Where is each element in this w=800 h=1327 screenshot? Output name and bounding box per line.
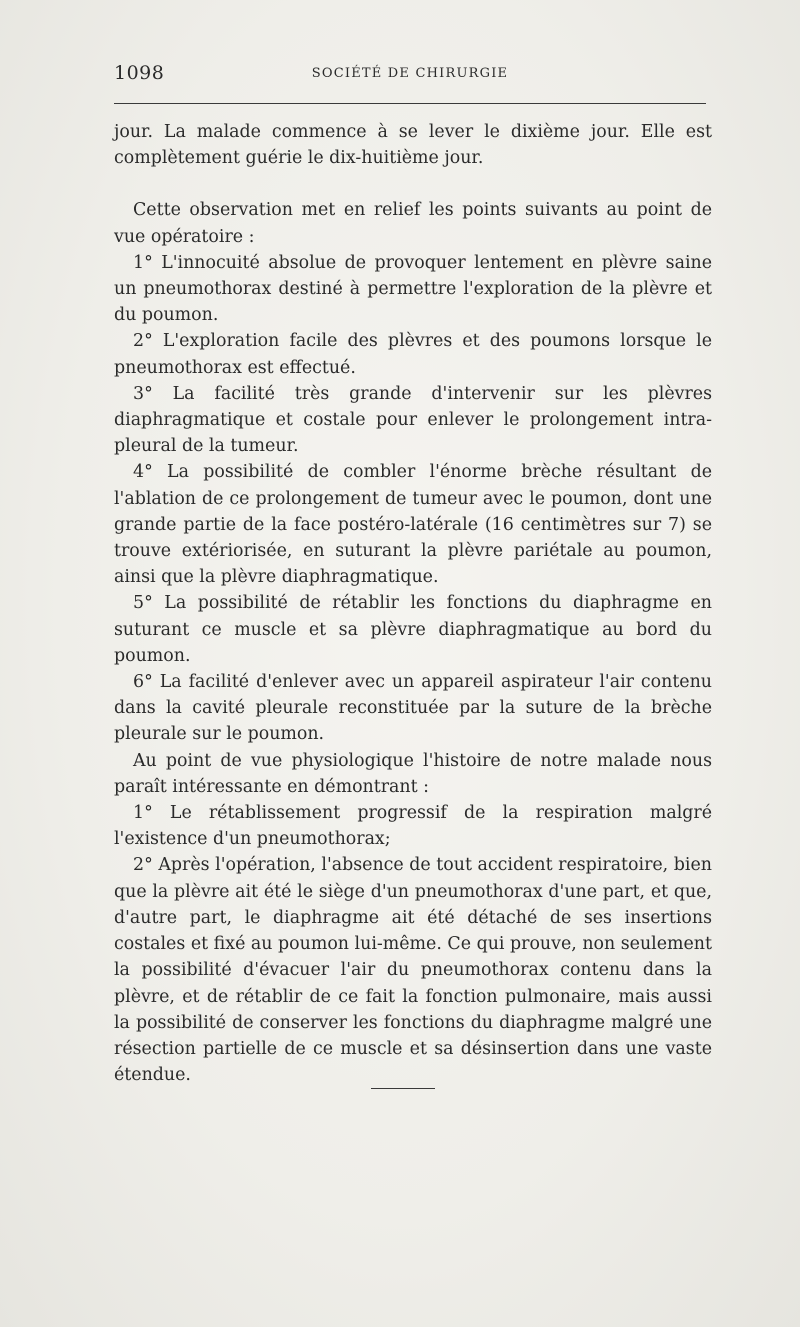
section-end-rule [371, 1088, 435, 1089]
running-head: SOCIÉTÉ DE CHIRURGIE [311, 66, 509, 81]
paragraph-physiology-1: 1° Le rétablissement progressif de la respiration malgré l'existence d'un pneumothorax; [114, 803, 712, 850]
paragraph-point-3: 3° La facilité très grande d'intervenir sur les plèvres diaphragmatique et costale pour enlever le prolongement intra-pleural de la tumeur. [114, 383, 712, 457]
paragraph-physiology-intro: Au point de vue physiologique l'histoire de notre malade nous paraît intéressante en démontrant : [114, 750, 712, 797]
paragraph-continuation: jour. La malade commence à se lever le dixième jour. Elle est complètement guérie le dix-huitième jour. [114, 122, 712, 169]
paragraph-point-6: 6° La facilité d'enlever avec un appareil aspirateur l'air contenu dans la cavité pleurale reconstituée par la suture de la brèche pleurale sur le poumon. [114, 672, 712, 745]
body-text [114, 119, 712, 1088]
page-header [114, 62, 706, 86]
header-rule [114, 103, 706, 104]
paragraph-intro: Cette observation met en relief les points suivants au point de vue opératoire : [114, 200, 712, 247]
paragraph-physiology-2: 2° Après l'opération, l'absence de tout accident respiratoire, bien que la plèvre ait été le siège d'un pneumothorax d'une part, et que, d'autre part, le diaphragme ait été détaché de ses insertions costales et fixé au poumon lui-même. Ce qui prouve, non seulement la possibilité d'évacuer l'air du pneumothorax contenu dans la plèvre, et de rétablir de ce fait la fonction pulmonaire, mais aussi la possibilité de conserver les fonctions du diaphragme malgré une résection partielle de ce muscle et sa désinsertion dans une vaste étendue. [114, 855, 712, 1086]
paragraph-point-4: 4° La possibilité de combler l'énorme brèche résultant de l'ablation de ce prolongement de tumeur avec le poumon, dont une grande partie de la face postéro-latérale (16 centimètres sur 7) se trouve extériorisée, en suturant la plèvre pariétale au poumon, ainsi que la plèvre diaphragmatique. [114, 462, 712, 588]
paragraph-point-5: 5° La possibilité de rétablir les fonctions du diaphragme en suturant ce muscle et sa plèvre diaphragmatique au bord du poumon. [114, 593, 712, 666]
page-number: 1098 [114, 62, 165, 84]
paragraph-point-1: 1° L'innocuité absolue de provoquer lentement en plèvre saine un pneumothorax destiné à permettre l'exploration de la plèvre et du poumon. [114, 252, 712, 326]
paragraph-point-2: 2° L'exploration facile des plèvres et des poumons lorsque le pneumothorax est effectué. [114, 331, 712, 378]
